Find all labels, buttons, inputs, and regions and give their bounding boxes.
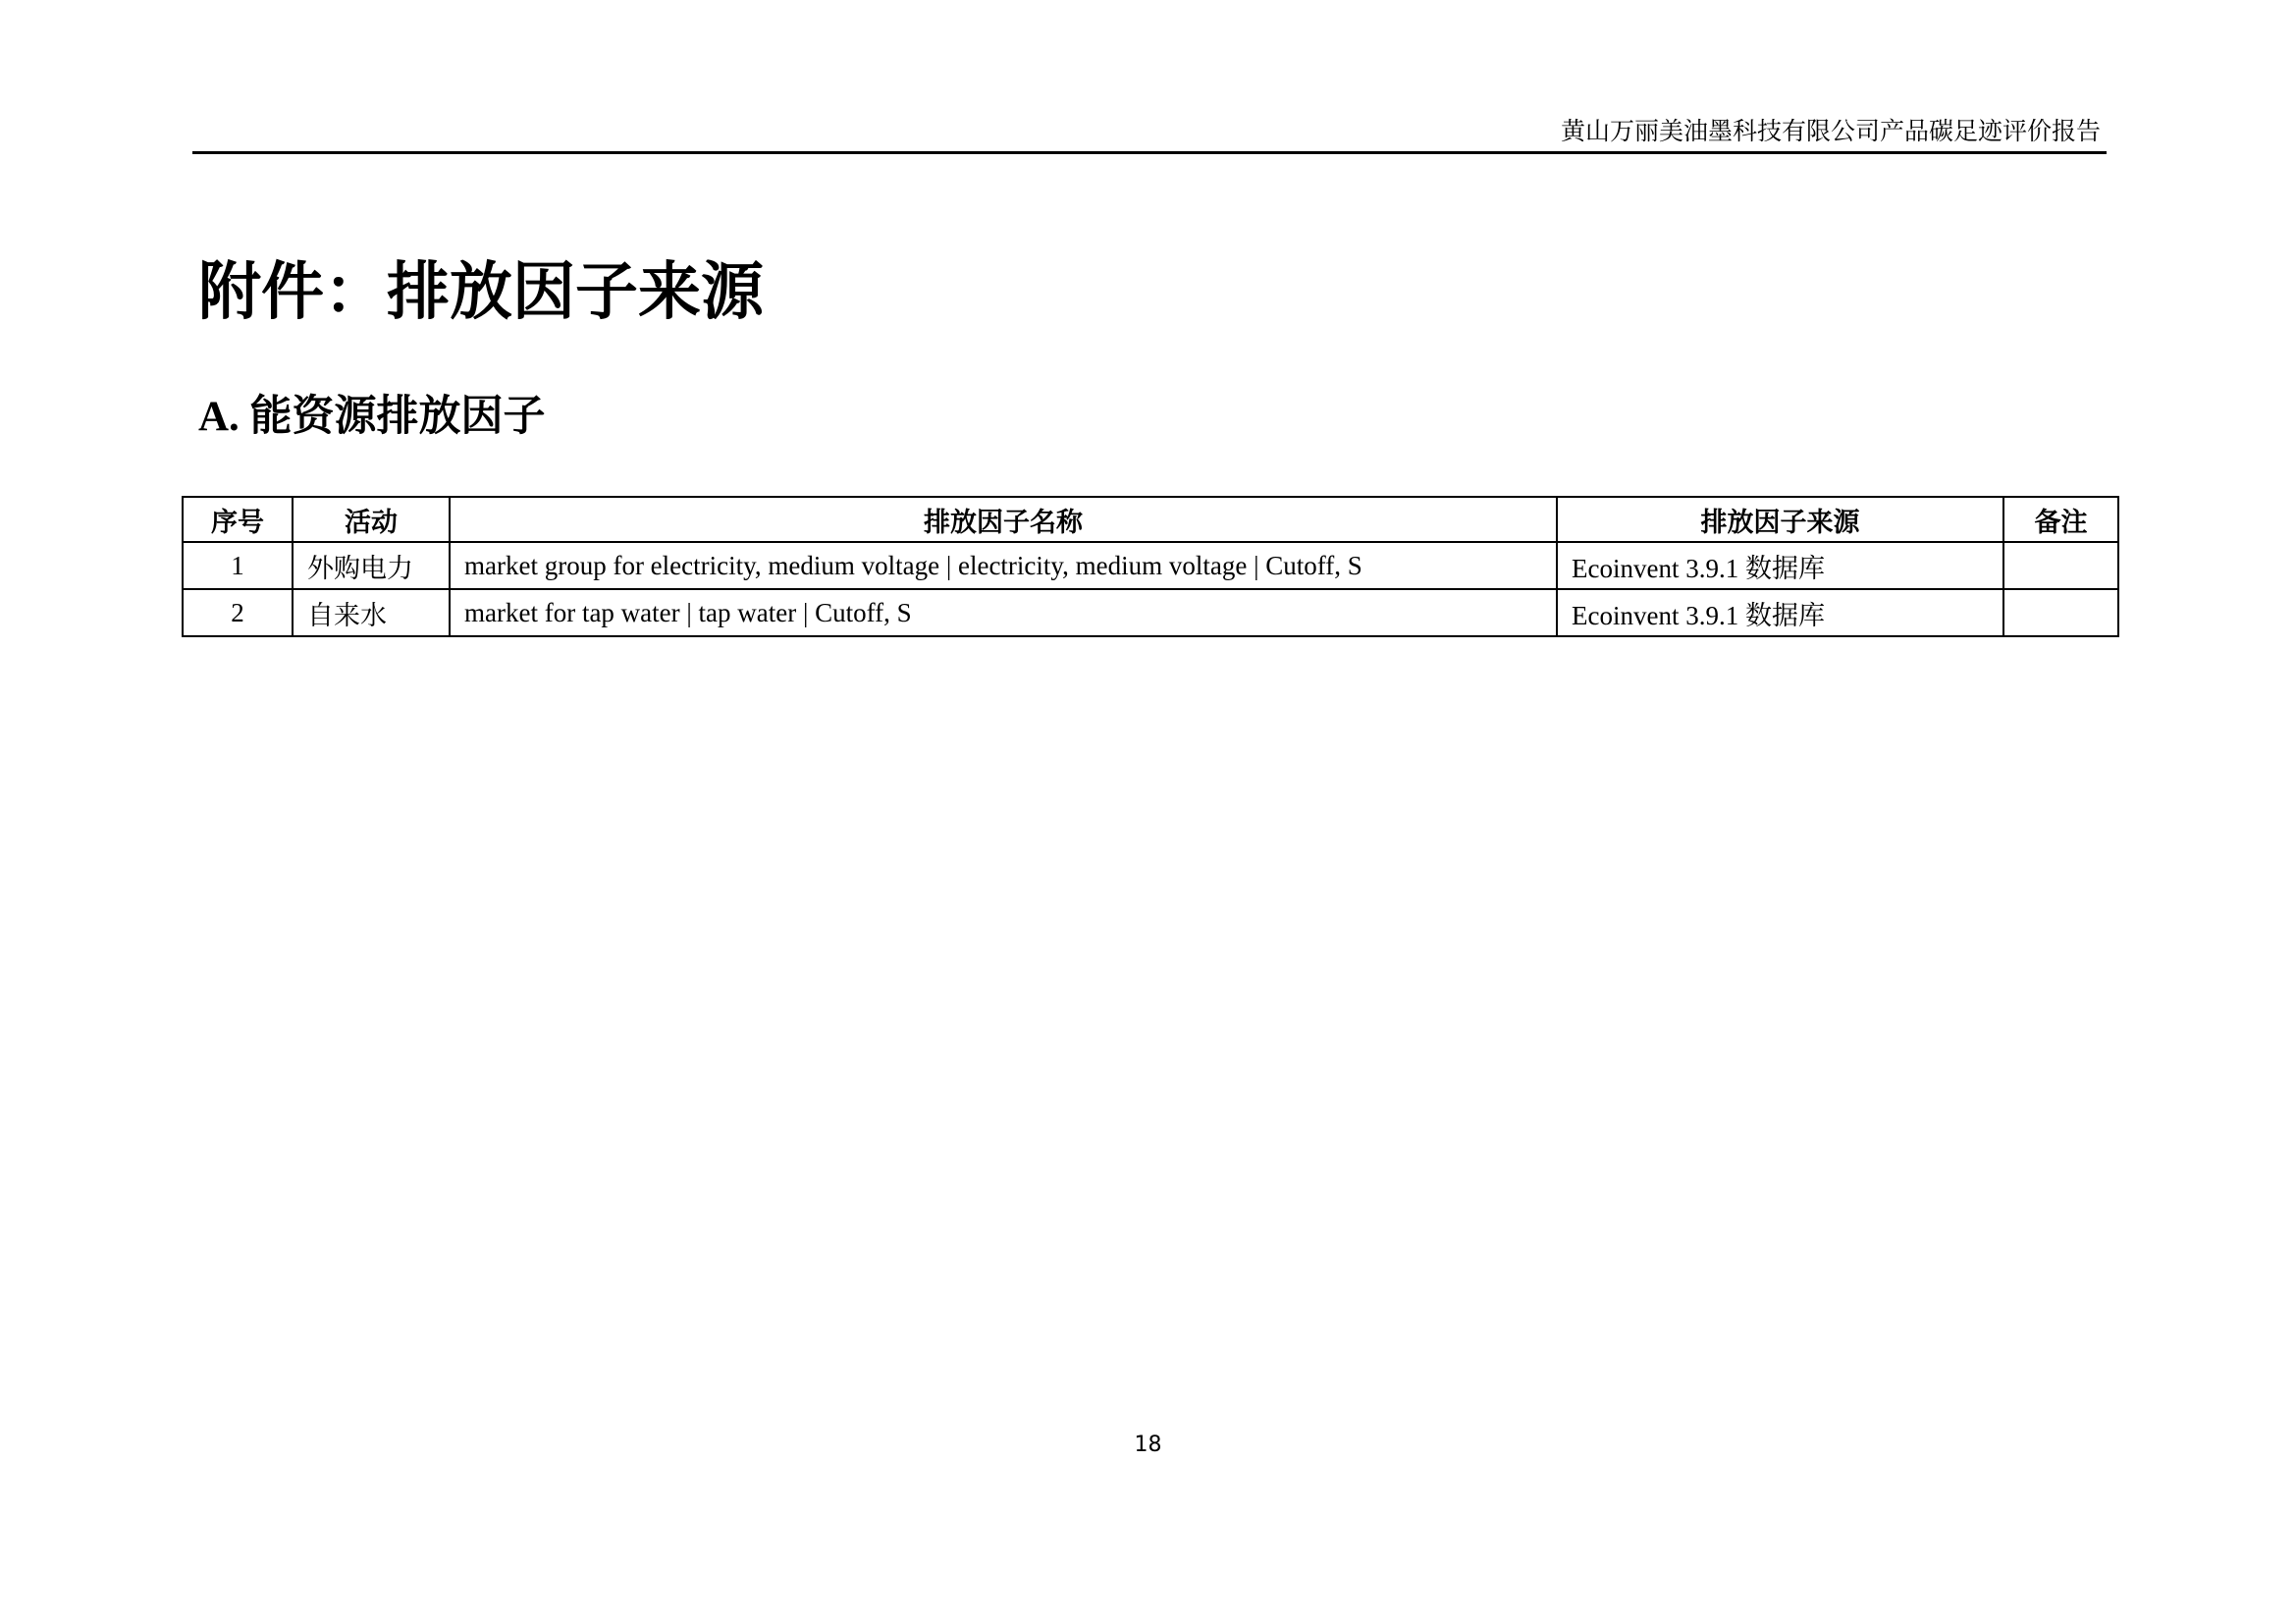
table-header-row — [183, 497, 2118, 542]
cell-no: 1 — [183, 542, 293, 589]
cell-source: Ecoinvent 3.9.1 数据库 — [1557, 542, 2003, 589]
column-header-factor-name: 排放因子名称 — [450, 497, 1557, 542]
column-header-activity: 活动 — [293, 497, 450, 542]
running-header-title: 黄山万丽美油墨科技有限公司产品碳足迹评价报告 — [1560, 119, 2101, 145]
running-header — [192, 116, 2107, 154]
cell-factor-name: market for tap water | tap water | Cutoff, S — [450, 589, 1557, 636]
table-row — [183, 542, 2118, 589]
cell-source: Ecoinvent 3.9.1 数据库 — [1557, 589, 2003, 636]
emission-factor-table — [182, 496, 2119, 637]
cell-remark — [2003, 542, 2118, 589]
cell-activity: 自来水 — [293, 589, 450, 636]
appendix-title: 附件：排放因子来源 — [198, 256, 764, 329]
table-row — [183, 589, 2118, 636]
column-header-no: 序号 — [183, 497, 293, 542]
section-heading: A. 能资源排放因子 — [198, 394, 546, 440]
column-header-remark: 备注 — [2003, 497, 2118, 542]
cell-remark — [2003, 589, 2118, 636]
column-header-source: 排放因子来源 — [1557, 497, 2003, 542]
page-number: 18 — [1134, 1433, 1162, 1457]
cell-no: 2 — [183, 589, 293, 636]
cell-factor-name: market group for electricity, medium voltage | electricity, medium voltage | Cutoff, S — [450, 542, 1557, 589]
cell-activity: 外购电力 — [293, 542, 450, 589]
